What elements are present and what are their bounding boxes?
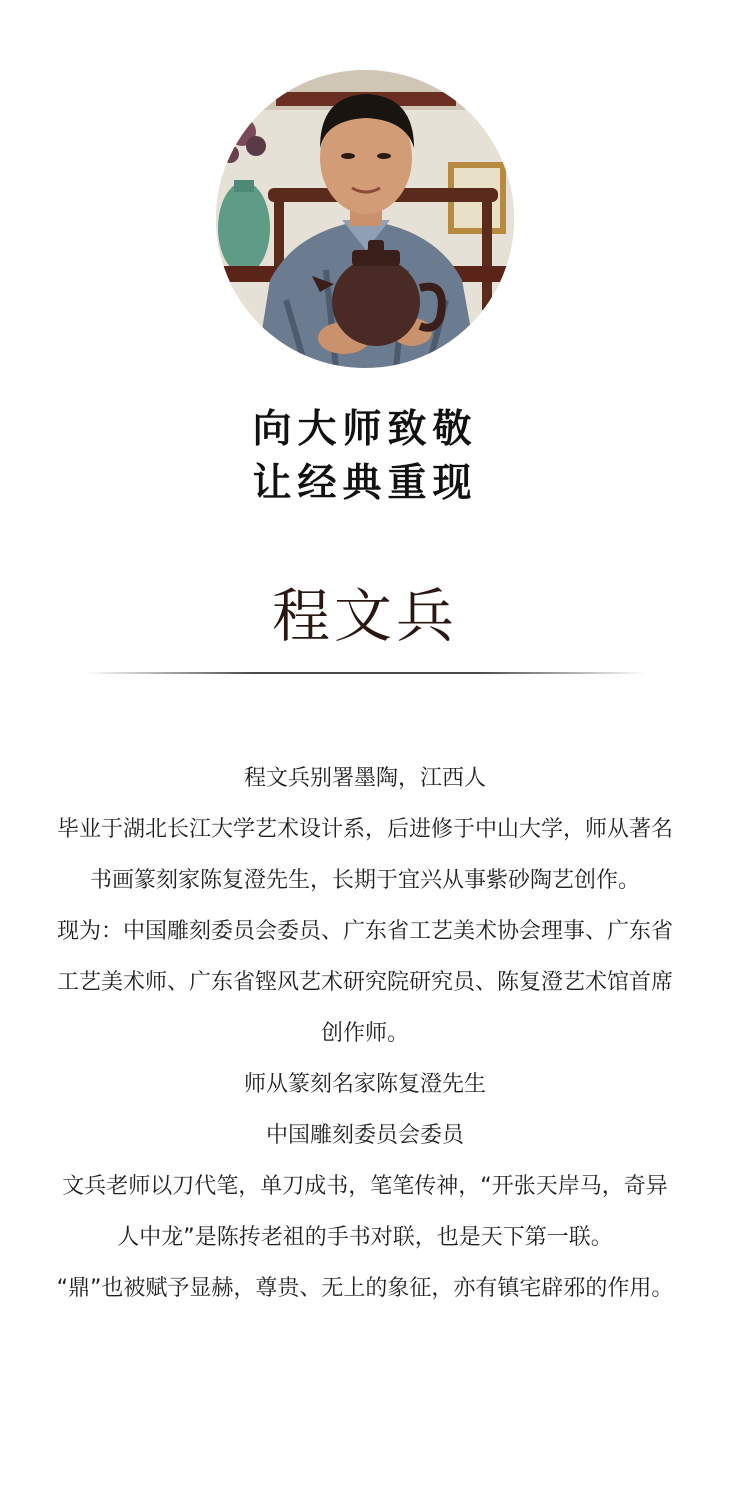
bio-paragraph: 程文兵别署墨陶，江西人	[243, 766, 486, 791]
bio-paragraph: 毕业于湖北长江大学艺术设计系，后进修于中山大学，师从著名书画篆刻家陈复澄先生，长期于宜兴从事紫砂陶艺创作。	[56, 817, 673, 893]
slogan-line-2: 让经典重现	[252, 460, 478, 506]
slogan-line-1: 向大师致敬	[252, 406, 478, 452]
artist-portrait	[216, 70, 514, 368]
artist-bio	[56, 753, 674, 1314]
bio-paragraph: 文兵老师以刀代笔，单刀成书，笔笔传神，“开张天岸马，奇异人中龙”是陈抟老祖的手书对联，也是天下第一联。	[62, 1174, 668, 1250]
artist-name: 程文兵	[271, 582, 458, 650]
section-divider	[86, 672, 646, 674]
bio-paragraph: 中国雕刻委员会委员	[265, 1123, 464, 1148]
portrait-image	[216, 70, 514, 368]
bio-paragraph: “鼎”也被赋予显赫，尊贵、无上的象征，亦有镇宅辟邪的作用。	[56, 1276, 674, 1301]
bio-paragraph: 现为：中国雕刻委员会委员、广东省工艺美术协会理事、广东省工艺美术师、广东省铿风艺术研究院研究员、陈复澄艺术馆首席创作师。	[56, 919, 673, 1046]
bio-paragraph: 师从篆刻名家陈复澄先生	[243, 1072, 486, 1097]
